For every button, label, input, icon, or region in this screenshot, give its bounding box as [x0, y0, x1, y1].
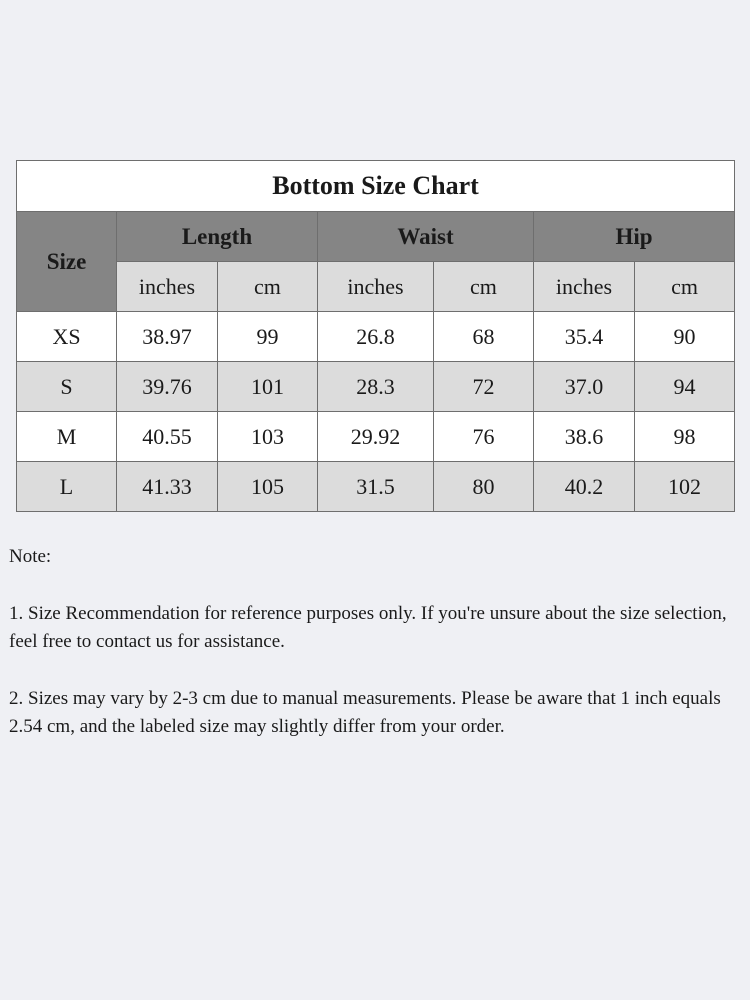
table-cell: 98	[635, 412, 735, 462]
table-cell: 37.0	[534, 362, 635, 412]
unit-header: inches	[318, 262, 434, 312]
table-row	[17, 362, 735, 412]
table-cell: 72	[434, 362, 534, 412]
unit-header: cm	[635, 262, 735, 312]
table-cell: 41.33	[117, 462, 218, 512]
table-cell: 38.6	[534, 412, 635, 462]
table-cell: 31.5	[318, 462, 434, 512]
table-cell: 40.55	[117, 412, 218, 462]
size-label: XS	[17, 312, 117, 362]
table-cell: 99	[218, 312, 318, 362]
note-item: 1. Size Recommendation for reference purposes only. If you're unsure about the size selection, feel free to contact us for assistance.	[9, 602, 727, 652]
table-cell: 105	[218, 462, 318, 512]
table-cell: 101	[218, 362, 318, 412]
notes-heading: Note:	[9, 546, 52, 567]
table-row	[17, 412, 735, 462]
group-header-row	[17, 212, 735, 262]
note-item: 2. Sizes may vary by 2-3 cm due to manual measurements. Please be aware that 1 inch equals 2.54 cm, and the labeled size may slightly differ from your order.	[9, 687, 721, 737]
table-cell: 80	[434, 462, 534, 512]
table-cell: 76	[434, 412, 534, 462]
table-cell: 94	[635, 362, 735, 412]
hip-group-header: Hip	[534, 212, 735, 262]
table-cell: 39.76	[117, 362, 218, 412]
table-cell: 26.8	[318, 312, 434, 362]
table-cell: 103	[218, 412, 318, 462]
size-chart-table	[16, 160, 735, 512]
size-column-header: Size	[17, 212, 117, 312]
size-label: L	[17, 462, 117, 512]
chart-title: Bottom Size Chart	[17, 161, 735, 212]
table-cell: 68	[434, 312, 534, 362]
table-row	[17, 312, 735, 362]
table-cell: 35.4	[534, 312, 635, 362]
table-cell: 38.97	[117, 312, 218, 362]
size-label: M	[17, 412, 117, 462]
unit-header: cm	[218, 262, 318, 312]
table-row	[17, 462, 735, 512]
table-cell: 28.3	[318, 362, 434, 412]
unit-header: cm	[434, 262, 534, 312]
unit-header: inches	[117, 262, 218, 312]
table-cell: 90	[635, 312, 735, 362]
table-cell: 29.92	[318, 412, 434, 462]
size-label: S	[17, 362, 117, 412]
title-row	[17, 161, 735, 212]
unit-header-row	[17, 262, 735, 312]
notes-section	[9, 543, 734, 770]
length-group-header: Length	[117, 212, 318, 262]
table-cell: 102	[635, 462, 735, 512]
waist-group-header: Waist	[318, 212, 534, 262]
unit-header: inches	[534, 262, 635, 312]
table-cell: 40.2	[534, 462, 635, 512]
